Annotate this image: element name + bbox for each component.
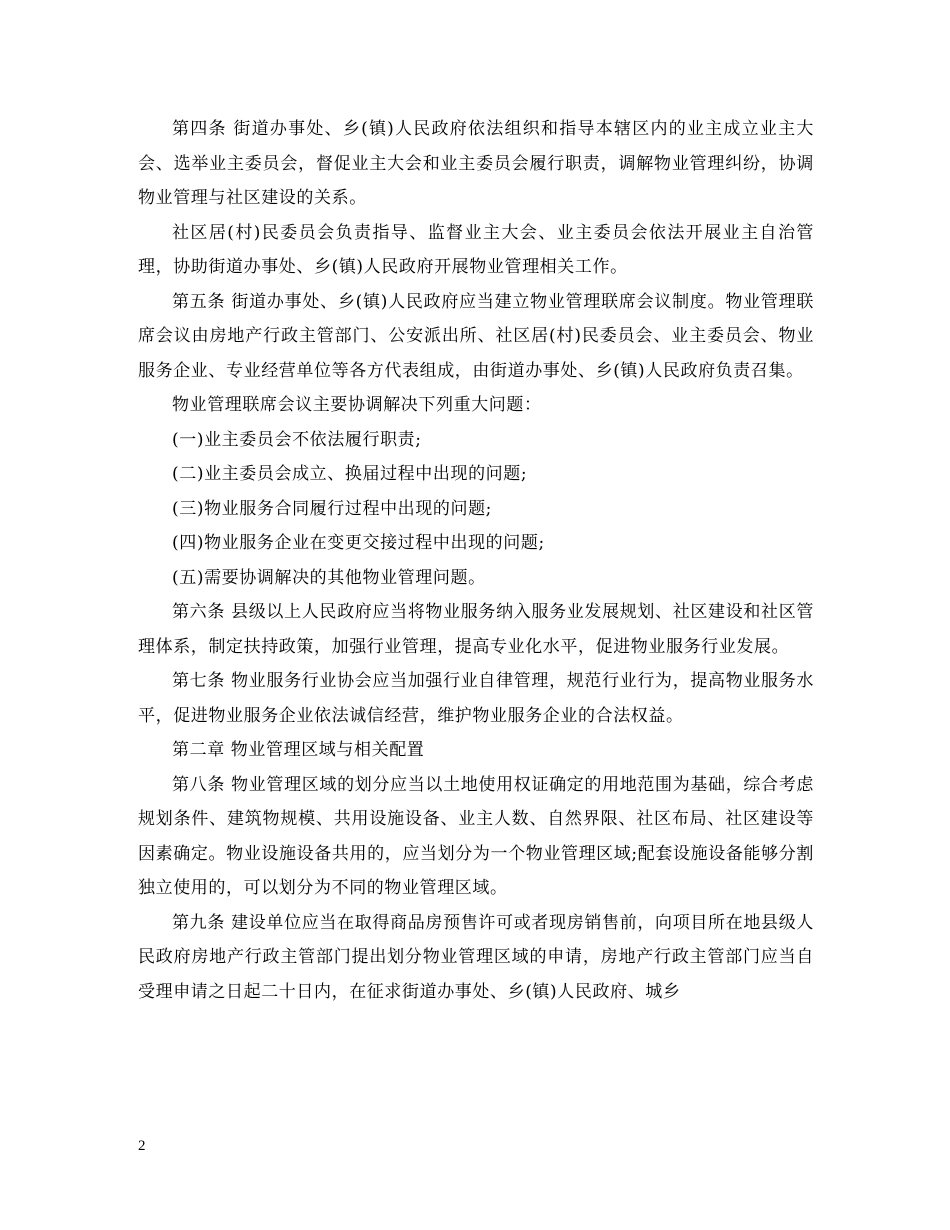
paragraph-community-committee: 社区居(村)民委员会负责指导、监督业主大会、业主委员会依法开展业主自治管理，协助街道办事处、乡(镇)人民政府开展物业管理相关工作。 [138,222,814,277]
paragraph-article-7: 第七条 物业服务行业协会应当加强行业自律管理，规范行业行为，提高物业服务水平，促进物业服务企业依法诚信经营，维护物业服务企业的合法权益。 [138,671,814,726]
paragraph-article-6: 第六条 县级以上人民政府应当将物业服务纳入服务业发展规划、社区建设和社区管理体系，制定扶持政策，加强行业管理，提高专业化水平，促进物业服务行业发展。 [138,602,814,657]
list-item-2: (二)业主委员会成立、换届过程中出现的问题; [172,464,528,484]
list-item-1: (一)业主委员会不依法履行职责; [172,429,422,450]
paragraph-article-4: 第四条 街道办事处、乡(镇)人民政府依法组织和指导本辖区内的业主成立业主大会、选举业主委员会，督促业主大会和业主委员会履行职责，调解物业管理纠纷，协调物业管理与社区建设的关系。 [138,119,814,208]
paragraph-article-5: 第五条 街道办事处、乡(镇)人民政府应当建立物业管理联席会议制度。物业管理联席会议由房地产行政主管部门、公安派出所、社区居(村)民委员会、业主委员会、物业服务企业、专业经营单位等各方代表组成，由街道办事处、乡(镇)人民政府负责召集。 [138,291,814,381]
paragraph-article-8: 第八条 物业管理区域的划分应当以土地使用权证确定的用地范围为基础，综合考虑规划条件、建筑物规模、共用设施设备、业主人数、自然界限、社区布局、社区建设等因素确定。物业设施设备共用的，应当划分为一个物业管理区域;配套设施设备能够分割独立使用的，可以划分为不同的物业管理区域。 [138,774,814,898]
list-item-3: (三)物业服务合同履行过程中出现的问题; [172,498,492,519]
list-item-5: (五)需要协调解决的其他物业管理问题。 [172,567,486,588]
chapter-heading: 第二章 物业管理区域与相关配置 [172,740,425,760]
document-body [138,112,814,1009]
paragraph-article-9: 第九条 建设单位应当在取得商品房预售许可或者现房销售前，向项目所在地县级人民政府房地产行政主管部门提出划分物业管理区域的申请，房地产行政主管部门应当自受理申请之日起二十日内，在征求街道办事处、乡(镇)人民政府、城乡 [138,912,814,1002]
page-number: 2 [138,1138,146,1154]
list-item-4: (四)物业服务企业在变更交接过程中出现的问题; [172,533,545,553]
paragraph-joint-meeting-issues: 物业管理联席会议主要协调解决下列重大问题： [172,395,542,415]
